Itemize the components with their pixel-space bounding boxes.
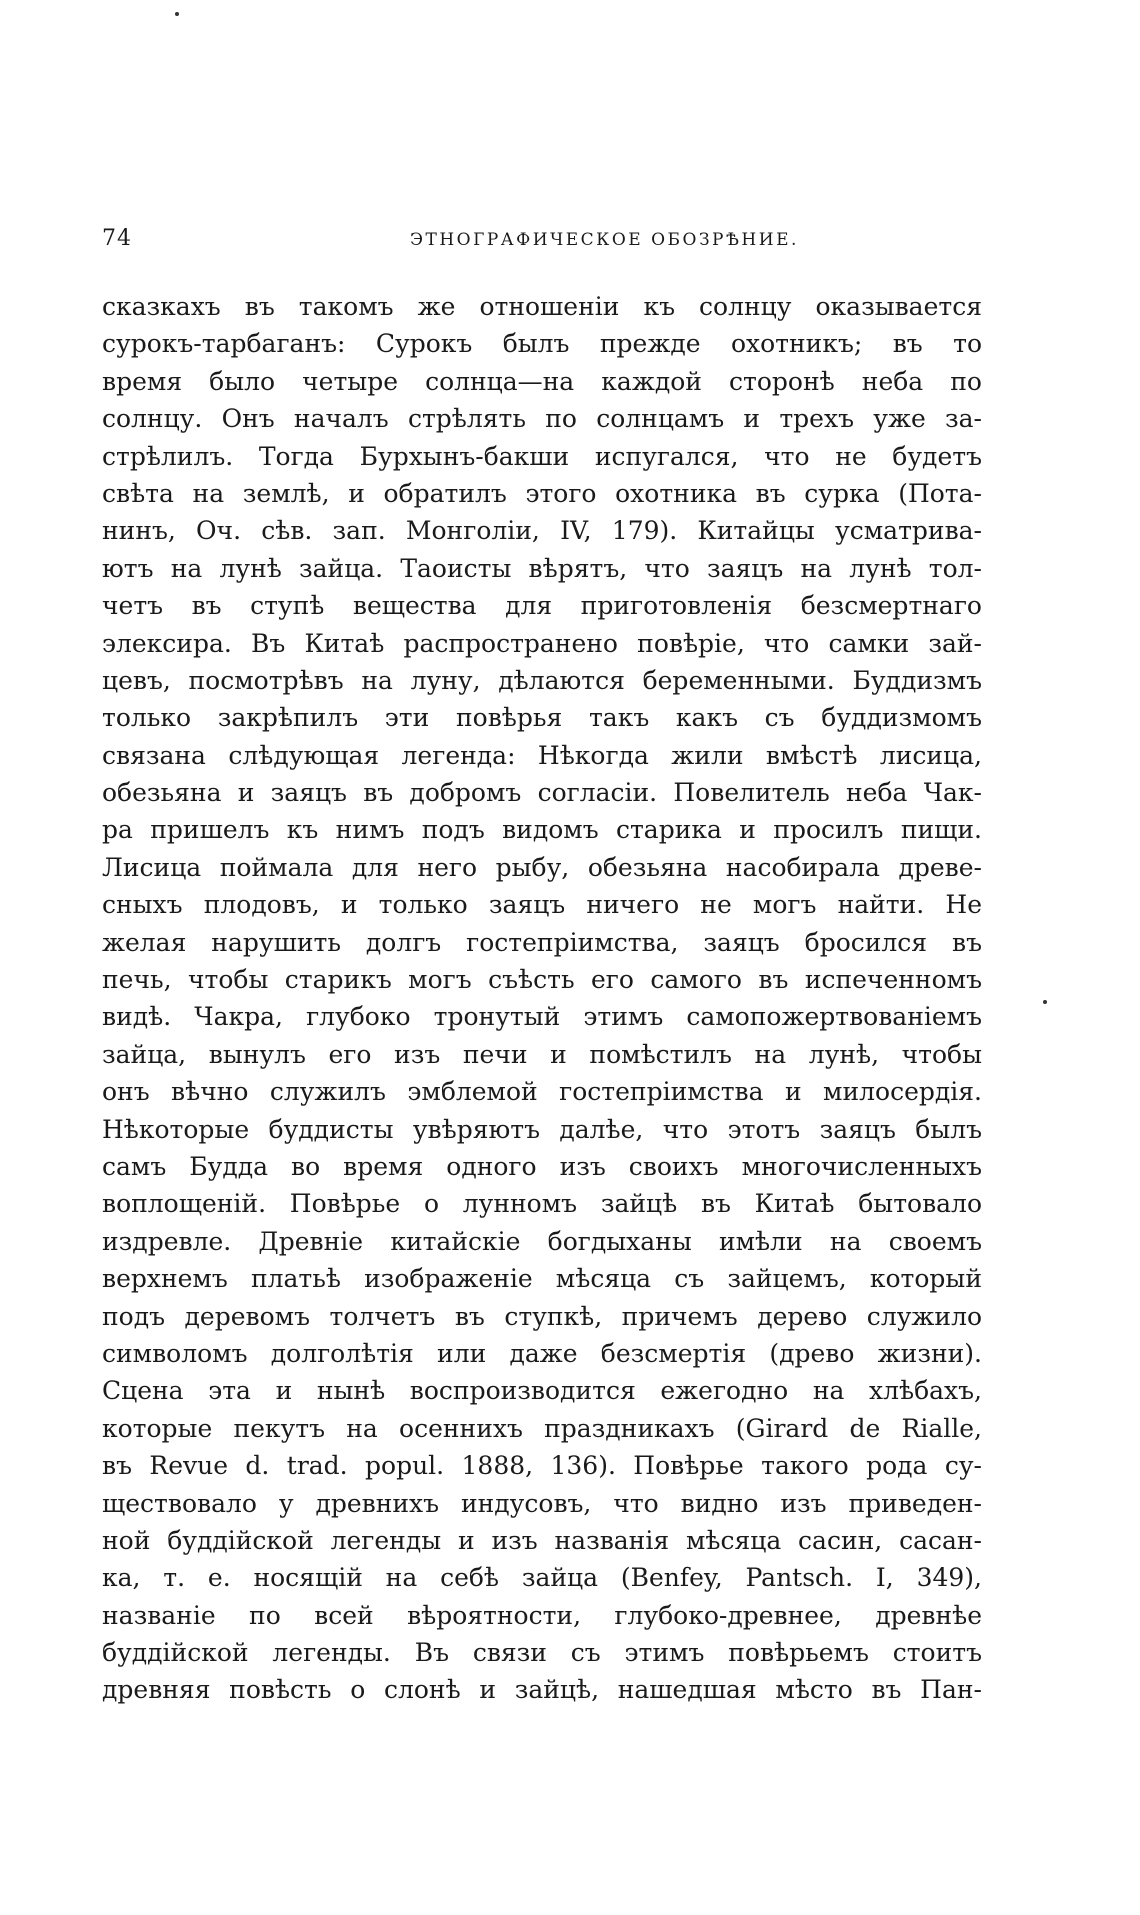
- running-head-title: ЭТНОГРАФИЧЕСКОЕ ОБОЗРѢНИЕ.: [410, 230, 799, 250]
- text-line: видѣ. Чакра, глубоко тронутый этимъ самопожертвованіемъ: [102, 1002, 982, 1032]
- text-line: связана слѣдующая легенда: Нѣкогда жили вмѣстѣ лисица,: [102, 740, 982, 770]
- text-line: время было четыре солнца—на каждой сторонѣ неба по: [102, 366, 982, 396]
- text-line: древняя повѣсть о слонѣ и зайцѣ, нашедшая мѣсто въ Пан-: [102, 1675, 982, 1705]
- text-line: обезьяна и заяцъ въ добромъ согласіи. Повелитель неба Чак-: [102, 778, 982, 808]
- scan-speck: [1043, 1000, 1047, 1004]
- text-line: сказкахъ въ такомъ же отношеніи къ солнцу оказывается: [102, 292, 982, 321]
- text-line: цевъ, посмотрѣвъ на луну, дѣлаются беременными. Буддизмъ: [102, 665, 982, 695]
- text-line: ра пришелъ къ нимъ подъ видомъ старика и просилъ пищи.: [102, 815, 982, 845]
- text-line: зайца, вынулъ его изъ печи и помѣстилъ на лунѣ, чтобы: [102, 1039, 982, 1069]
- running-head: [102, 226, 982, 260]
- text-line: въ Revue d. trad. popul. 1888, 136). Повѣрье такого рода су-: [102, 1451, 982, 1481]
- text-line: символомъ долголѣтія или даже безсмертія (древо жизни).: [102, 1338, 982, 1368]
- body-text: [102, 288, 982, 1709]
- text-line: ществовало у древнихъ индусовъ, что видно изъ приведен-: [102, 1488, 982, 1518]
- text-line: ной буддійской легенды и изъ названія мѣсяца сасин, сасан-: [102, 1525, 982, 1555]
- text-line: элексира. Въ Китаѣ распространено повѣріе, что самки зай-: [102, 628, 982, 658]
- text-line: подъ деревомъ толчетъ въ ступкѣ, причемъ дерево служило: [102, 1301, 982, 1331]
- text-line: свѣта на землѣ, и обратилъ этого охотника въ сурка (Пота-: [102, 478, 982, 508]
- text-line: стрѣлилъ. Тогда Бурхынъ-бакши испугался, что не будетъ: [102, 441, 982, 471]
- text-line: сурокъ-тарбаганъ: Сурокъ былъ прежде охотникъ; въ то: [102, 329, 982, 359]
- text-line: печь, чтобы старикъ могъ съѣсть его самого въ испеченномъ: [102, 965, 982, 995]
- page-number: 74: [102, 226, 132, 251]
- text-line: Сцена эта и нынѣ воспроизводится ежегодно на хлѣбахъ,: [102, 1376, 982, 1406]
- text-line: ка, т. е. носящій на себѣ зайца (Benfey, Pantsch. I, 349),: [102, 1563, 982, 1593]
- text-line: солнцу. Онъ началъ стрѣлять по солнцамъ и трехъ уже за-: [102, 404, 982, 434]
- text-line: желая нарушить долгъ гостепріимства, заяцъ бросился въ: [102, 927, 982, 957]
- text-line: названіе по всей вѣроятности, глубоко-древнее, древнѣе: [102, 1600, 982, 1630]
- text-line: которые пекутъ на осеннихъ праздникахъ (Girard de Rialle,: [102, 1413, 982, 1443]
- scan-speck: [175, 12, 179, 16]
- text-line: Нѣкоторые буддисты увѣряютъ далѣе, что этотъ заяцъ былъ: [102, 1114, 982, 1144]
- text-line: только закрѣпилъ эти повѣрья такъ какъ съ буддизмомъ: [102, 703, 982, 733]
- text-line: нинъ, Оч. сѣв. зап. Монголіи, IV, 179). Китайцы усматрива-: [102, 516, 982, 546]
- text-line: издревле. Древніе китайскіе богдыханы имѣли на своемъ: [102, 1226, 982, 1256]
- text-line: онъ вѣчно служилъ эмблемой гостепріимства и милосердія.: [102, 1077, 982, 1107]
- text-line: самъ Будда во время одного изъ своихъ многочисленныхъ: [102, 1151, 982, 1181]
- text-line: воплощеній. Повѣрье о лунномъ зайцѣ въ Китаѣ бытовало: [102, 1189, 982, 1219]
- text-line: Лисица поймала для него рыбу, обезьяна насобирала древе-: [102, 852, 982, 882]
- text-line: четъ въ ступѣ вещества для приготовленія безсмертнаго: [102, 591, 982, 621]
- text-line: верхнемъ платьѣ изображеніе мѣсяца съ зайцемъ, который: [102, 1264, 982, 1294]
- text-line: ютъ на лунѣ зайца. Таоисты вѣрятъ, что заяцъ на лунѣ тол-: [102, 553, 982, 583]
- text-line: сныхъ плодовъ, и только заяцъ ничего не могъ найти. Не: [102, 890, 982, 920]
- text-line: буддійской легенды. Въ связи съ этимъ повѣрьемъ стоитъ: [102, 1638, 982, 1668]
